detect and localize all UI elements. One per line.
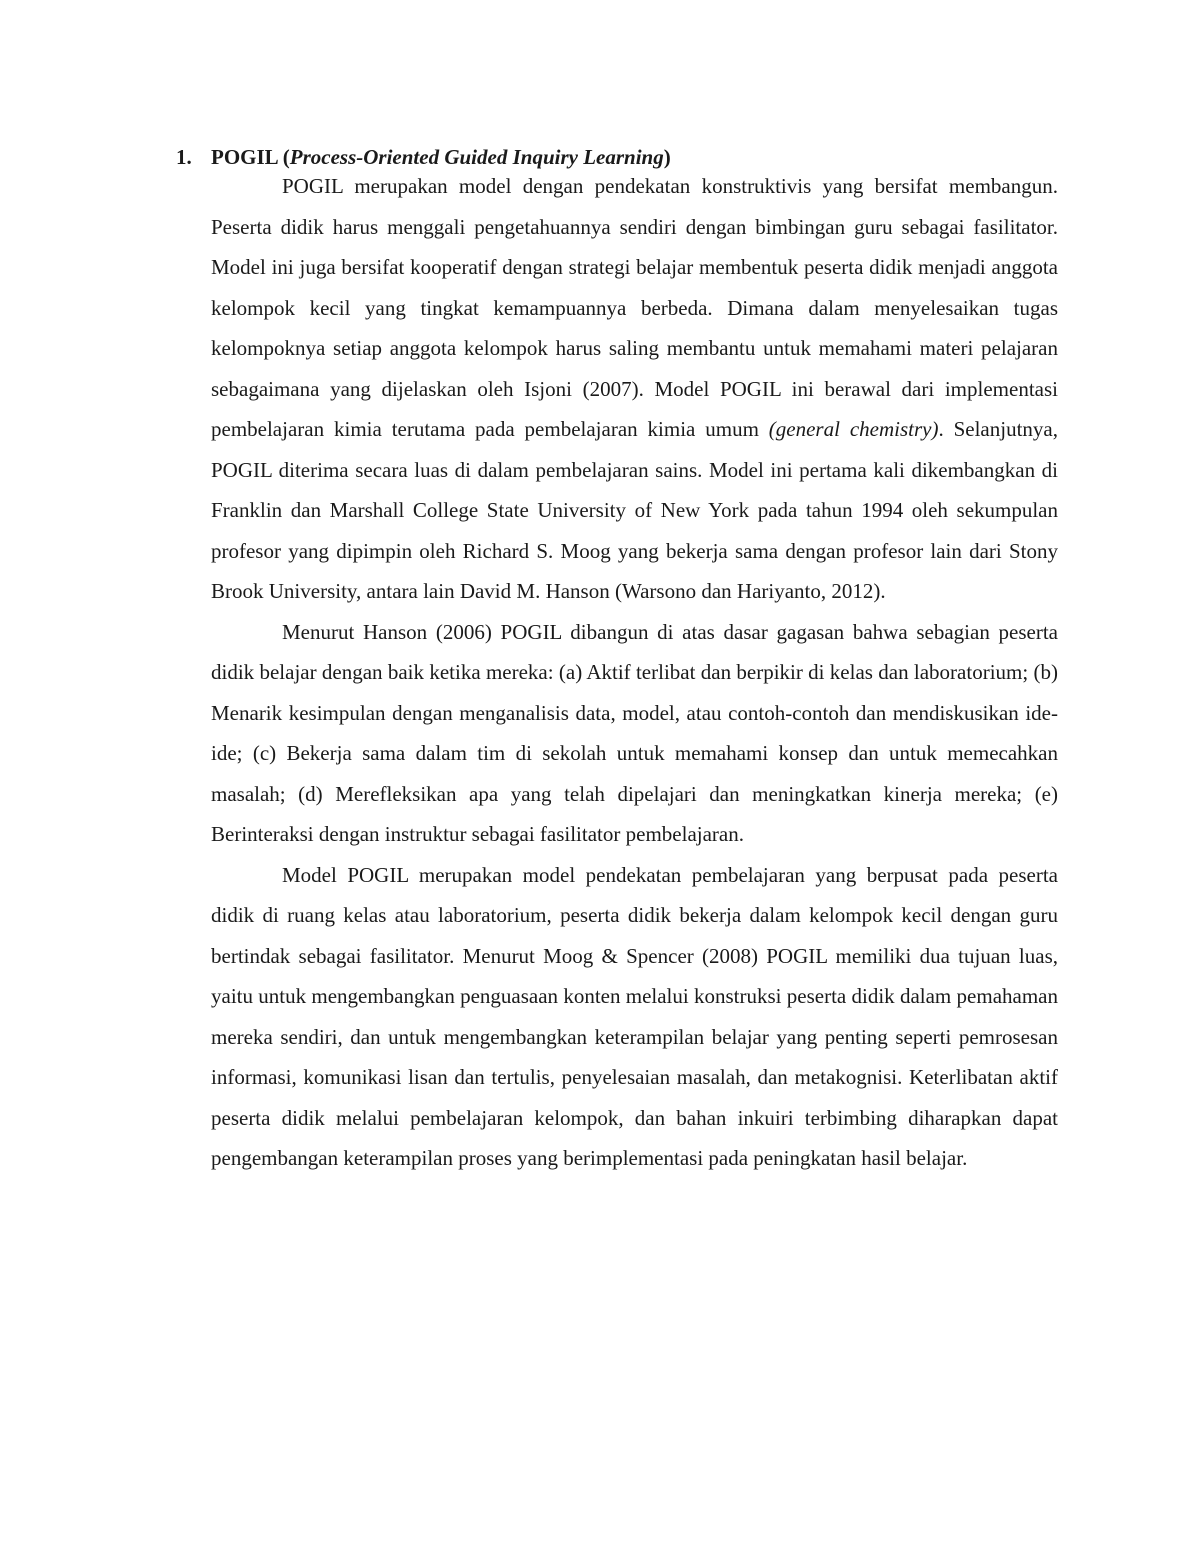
paragraph-1-text-b: . Selanjutnya, POGIL diterima secara luas di dalam pembelajaran sains. Model ini pertama kali dikembangkan di Franklin dan Marshall College State University of New York pada tahun 1994 oleh sekumpulan profesor yang dipimpin oleh Richard S. Moog yang bekerja sama dengan profesor lain dari Stony Brook University, antara lain David M. Hanson (Warsono dan Hariyanto, 2012). [211,417,1058,603]
paragraph-2: Menurut Hanson (2006) POGIL dibangun di atas dasar gagasan bahwa sebagian peserta didik belajar dengan baik ketika mereka: (a) Aktif terlibat dan berpikir di kelas dan laboratorium; (b) Menarik kesimpulan dengan menganalisis data, model, atau contoh-contoh dan mendiskusikan ide-ide; (c) Bekerja sama dalam tim di sekolah untuk memahami konsep dan untuk memecahkan masalah; (d) Merefleksikan apa yang telah dipelajari dan meningkatkan kinerja mereka; (e) Berinteraksi dengan instruktur sebagai fasilitator pembelajaran. [211,619,1058,846]
body-text [211,166,1058,1179]
heading-subtitle: Process-Oriented Guided Inquiry Learning [289,145,664,169]
heading-number: 1. [176,145,192,169]
paragraph-1-italic: (general chemistry) [768,417,939,441]
paragraph-1 [211,166,1058,612]
paragraph-3: Model POGIL merupakan model pendekatan pembelajaran yang berpusat pada peserta didik di ruang kelas atau laboratorium, peserta didik bekerja dalam kelompok kecil dengan guru bertindak sebagai fasilitator. Menurut Moog & Spencer (2008) POGIL memiliki dua tujuan luas, yaitu untuk mengembangkan penguasaan konten melalui konstruksi peserta didik dalam pemahaman mereka sendiri, dan untuk mengembangkan keterampilan belajar yang penting seperti pemrosesan informasi, komunikasi lisan dan tertulis, penyelesaian masalah, dan metakognisi. Keterlibatan aktif peserta didik melalui pembelajaran kelompok, dan bahan inkuiri terbimbing diharapkan dapat pengembangan keterampilan proses yang berimplementasi pada peningkatan hasil belajar. [211,862,1058,1170]
paragraph-1-text-a: POGIL merupakan model dengan pendekatan konstruktivis yang bersifat membangun. Peserta didik harus menggali pengetahuannya sendiri dengan bimbingan guru sebagai fasilitator. Model ini juga bersifat kooperatif dengan strategi belajar membentuk peserta didik menjadi anggota kelompok kecil yang tingkat kemampuannya berbeda. Dimana dalam menyelesaikan tugas kelompoknya setiap anggota kelompok harus saling membantu untuk memahami materi pelajaran sebagaimana yang dijelaskan oleh Isjoni (2007). Model POGIL ini berawal dari implementasi pembelajaran kimia terutama pada pembelajaran kimia umum [211,174,1058,441]
heading-close-paren: ) [663,145,671,169]
heading-title: POGIL [211,145,278,169]
heading-open-paren: ( [277,145,290,169]
